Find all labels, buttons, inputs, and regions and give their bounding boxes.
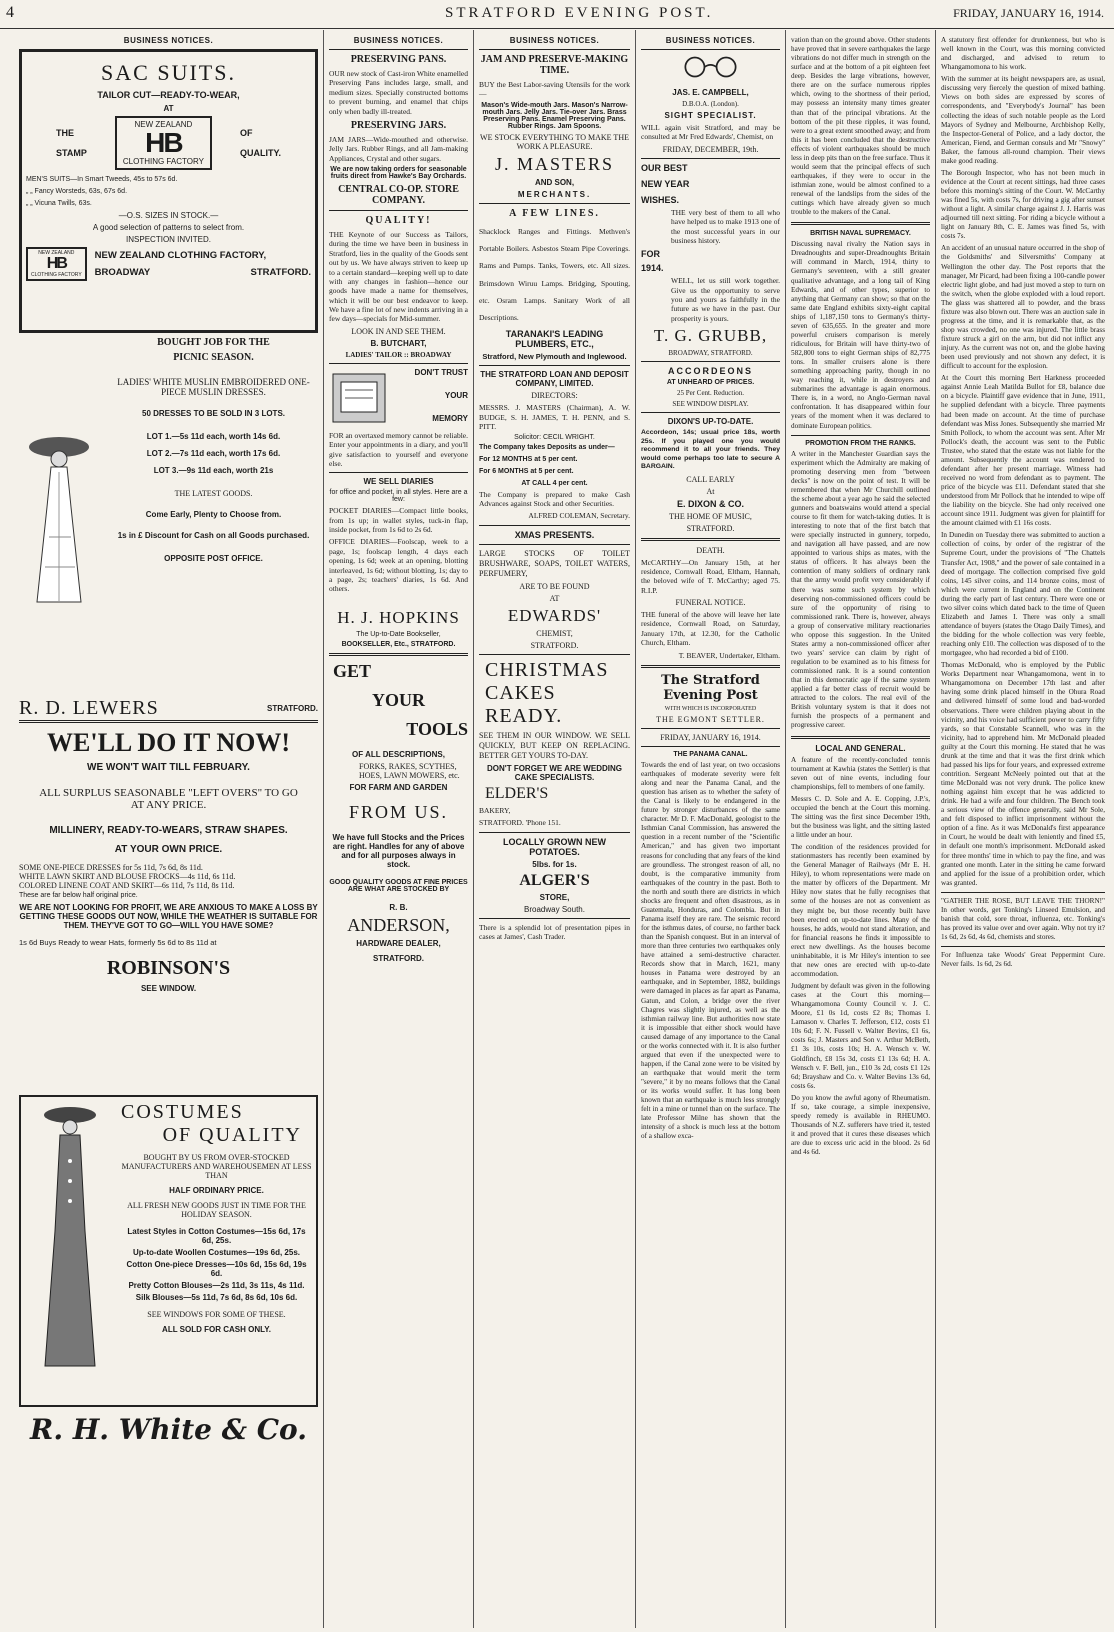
ad-text: SEE WINDOW DISPLAY. (672, 400, 749, 409)
latest-goods: THE LATEST GOODS. (174, 489, 253, 498)
ad-title: SIGHT SPECIALIST. (664, 111, 757, 120)
column-3 (474, 30, 636, 1628)
article-text: A feature of the recently-concluded tennis tournament at Kawhia (states the Settler) is that seven out of nine events, including four championships, fell to members of one family. (791, 755, 930, 791)
millinery: MILLINERY, READY-TO-WEARS, STRAW SHAPES. (49, 825, 288, 836)
ad-text: AT (549, 593, 560, 603)
ad-headline: WE'LL DO IT NOW! (47, 728, 290, 757)
costume-line: Cotton One-piece Dresses—10s 6d, 15s 6d, 19s 6d. (126, 1260, 307, 1278)
ad-title: NEW YEAR (641, 178, 690, 189)
notice-title: FUNERAL NOTICE. (675, 598, 746, 608)
article-text: "GATHER THE ROSE, BUT LEAVE THE THORN!" In other words, get Tonking's Linseed Emulsion, and banish that cold, sore throat, influenza, etc. Tonking's has proved its value over and over again. Why not try it? 1s 6d, 2s 6d, 4s 6d, chemists and stores. (941, 896, 1105, 941)
price-line: „ „ Vicuna Twills, 63s. (26, 199, 92, 207)
ad-text: for office and pocket, in all styles. Here are a few: (329, 489, 468, 504)
ad-tagline: TAILOR CUT—READY-TO-WEAR, (97, 90, 240, 100)
ad-text: LOOK IN AND SEE THEM. (351, 326, 446, 336)
ad-title: GET (333, 660, 372, 681)
any-price: AT ANY PRICE. (130, 799, 207, 811)
ad-text: OF ALL DESCRIPTIONS, (352, 749, 445, 759)
lot-line: LOT 3.—9s 11d each, worth 21s (153, 466, 274, 475)
hb-logo-small (26, 247, 87, 281)
ad-title: FROM US. (348, 801, 449, 822)
ad-text: THE very best of them to all who have helped us to make 1913 one of the most successful years in our business history. (671, 207, 780, 245)
store-loc: STRATFORD. (686, 523, 735, 533)
ad-text: FOR an overtaxed memory cannot be reliable. Enter your appointments in a diary, and you'll give satisfaction to yourself and everyone else. (329, 430, 468, 468)
ad-text: POCKET DIARIES—Compact little books, from 1s up; in wallet styles, tuck-in flap, inside pocket, from 1s 6d to 2s 6d. (329, 506, 468, 534)
article-text: Discussing naval rivalry the Nation says in Dreadnoughts and super-Dreadnoughts Britain will command in March, 1914, thirty to Germany's seventeen, with a still greater qualitative advantage, and a long tail of King Edwards, and of other types, superior to anything that Germany can show; so that on the same date England exhibits sixty-eight capital ships of 1,187,150 tons to Germany's thirty-seven of 635,655. In the greater and more powerful cruisers comparison is merely ridiculous, for Britain will have thirty-two of 582,800 tons to eight German ships of 82,775 tons. In smaller cruisers alone is there something approaching parity, though in no way reaching it, while in destroyers and submarines the advantage is again enormous. There is, in a word, no Anglo-German naval confrontation. It has disappeared within four years of the moment when it was declared to dominate European politics. (791, 240, 930, 430)
ad-text: Solicitor: CECIL WRIGHT. (514, 434, 595, 442)
ad-subhead: WE WON'T WAIT TILL FEBRUARY. (87, 762, 250, 773)
lady-illustration (19, 337, 99, 697)
section-header: BUSINESS NOTICES. (123, 36, 214, 45)
ad-text: OFFICE DIARIES—Foolscap, week to a page, 1s; foolscap length, 4 days each opening, 1s 6d; week at an opening, blotting interleaved, 1s 6d; without blotting, 1s; day to a page, 2s; teachers' diaries, 1s 6d. And others. (329, 537, 468, 594)
ad-title: OUR BEST (641, 162, 688, 173)
store-loc: BOOKSELLER, Etc., STRATFORD. (341, 640, 456, 648)
ad-text: ALFRED COLEMAN, Secretary. (528, 511, 630, 521)
picnic-bought: BOUGHT JOB FOR THE (157, 337, 270, 348)
logo-top-text: NEW ZEALAND (38, 250, 75, 257)
section-header: BUSINESS NOTICES. (509, 36, 600, 45)
store-name: EDWARDS' (507, 605, 602, 625)
ad-text: SEE THEM IN OUR WINDOW. WE SELL QUICKLY, BUT KEEP ON REPLACING. BETTER GET YOURS TO-DAY. (479, 730, 630, 760)
store-tagline: THE HOME OF MUSIC, (669, 511, 752, 521)
column-1 (14, 30, 324, 1628)
price-line: MEN'S SUITS—In Smart Tweeds, 45s to 57s 6d. (26, 176, 178, 183)
store-signature: R. H. White & Co. (30, 1413, 307, 1446)
cash-only: ALL SOLD FOR CASH ONLY. (162, 1325, 271, 1334)
costumes-ad (19, 1095, 318, 1407)
ad-text: We are now taking orders for seasonable fruits direct from Hawke's Bay Orchards. (330, 166, 467, 180)
paper-title: The Stratford Evening Post (661, 672, 760, 703)
costume-line: Pretty Cotton Blouses—2s 11d, 3s 11s, 4s 11d. (128, 1281, 305, 1290)
ad-text: JAM JARS—Wide-mouthed and otherwise. Jelly Jars. Rubber Rings, and all Jam-making Appliances, Crystal and other sugars. (329, 134, 468, 163)
factory-name: NEW ZEALAND CLOTHING FACTORY, (94, 250, 267, 262)
store-tagline: The Up-to-Date Bookseller, (356, 630, 441, 638)
store-loc: STRATFORD. 'Phone 151. (479, 818, 561, 828)
ad-title: QUALITY! (365, 215, 432, 226)
ad-text: AT UNHEARD OF PRICES. (666, 379, 755, 387)
os-sizes: —O.S. SIZES IN STOCK.— (118, 211, 219, 221)
ad-text: FOR FARM AND GARDEN (349, 782, 448, 792)
costumes-subtitle: OF QUALITY (162, 1124, 302, 1146)
store-loc: Stratford, New Plymouth and Inglewood. (482, 352, 627, 362)
ad-text: Accordeon, 14s; usual price 18s, worth 25s. If you played one you would recommend it to all your friends. They would come perhaps too late to secure A BARGAIN. (641, 429, 780, 471)
ad-title: MEMORY (432, 413, 468, 423)
lot-line: LOT 2.—7s 11d each, worth 17s 6d. (146, 449, 281, 458)
section-header: BUSINESS NOTICES. (353, 36, 444, 45)
ad-text: The Company is prepared to make Cash Advances against Stock and other Securities. (479, 489, 630, 508)
surplus-text: ALL SURPLUS SEASONABLE "LEFT OVERS" TO GO (39, 787, 298, 799)
paper-date: FRIDAY, JANUARY 16, 1914. (660, 732, 761, 742)
notice-title: DEATH. (696, 545, 725, 555)
ad-text: DON'T FORGET WE ARE WEDDING CAKE SPECIALISTS. (487, 763, 622, 782)
picnic-ladies: LADIES' WHITE MUSLIN EMBROIDERED ONE-PIECE MUSLIN DRESSES. (117, 377, 310, 397)
article-text: Messrs C. D. Sole and A. E. Copping, J.P.'s, occupied the bench at the Court this morning. The sitting was the first since December 19th, but the business was light, and the sitting lasted a little under an hour. (791, 794, 930, 839)
article-text: Thomas McDonald, who is employed by the Public Works Department near Whangamomona, went in to Whangamomona on December 17th last and after having some drink placed himself in the Ohura Road and delivered himself of some loud and bad-worded observations. There were children playing about in the vicinity, and his voice had sufficient power to carry fifty yards, so that Constable Scannell, who was in the vicinity, had to apprehend him. Mr McDonald pleaded guilty at the Court this morning. He stated that he was drunk at the time and that it was the first drink which had passed his lips for four years, and expressed extreme contrition. Sergeant McNeely pointed out that at the time McDonald was not very drunk. The police knew nothing against him except that he was addicted to drink. He had a wife and four children. The Bench took a serious view of the offence generally, said Mr Sole, and felt disposed to inflict imprisonment without the option of a fine. As it was McDonald's first appearance in Court, he would be dealt with leniently and fined £5, in default one month's imprisonment. McDonald asked for three months' time in which to pay the fine, and was granted one month. Later in the sitting he came forward and applied for the issue of a prohibition order, which was granted. (941, 661, 1105, 887)
costume-line: Latest Styles in Cotton Costumes—15s 6d, 17s 6d, 25s. (127, 1227, 306, 1245)
own-price: AT YOUR OWN PRICE. (114, 844, 223, 855)
logo-bottom-text: CLOTHING FACTORY (31, 272, 82, 279)
column-6 (936, 30, 1110, 1628)
costume-illustration (25, 1101, 115, 1371)
ad-title: WE SELL DIARIES (363, 477, 434, 487)
store-name: CENTRAL CO-OP. STORE COMPANY. (338, 184, 459, 206)
store-tagline: HARDWARE DEALER, (356, 938, 441, 948)
ad-title: XMAS PRESENTS. (514, 529, 595, 540)
issue-date: FRIDAY, JANUARY 16, 1914. (953, 6, 1104, 20)
article-text: vation than on the ground above. Other students have proved that in severe earthquakes the large vibrations do not differ much in strength on the surface and at the bottom of a pit eighteen feet deep. Besides the large vibrations, however, there are on the surface numerous ripples which, owing to the shortness of their period, may possess an intensity many times greater than that of the principal vibrations. At the bottom of the pit these ripples, it was found, were to a great extent smoothed away; and from this it has been concluded that the destructive effects of violent earthquakes should be much less in deep pits than on the free surface. Thus it would seem that the principal effects of such earthquakes, if they were to occur in the isthmian zone, would be almost confined to a renewal of the landslips from the sides of the cuttings which have already given so much trouble to the makers of the Canal. (791, 36, 930, 217)
store-tagline: CHEMIST, (536, 628, 573, 638)
ad-text: THE Keynote of our Success as Tailors, during the time we have been in business in Stratford, lies in the quality of the Goods sent out by us. We have always striven to keep up to a certain standard—keeping well up to date with any changes in fashion—hence our goods have made a name for themselves, which it will be our best endeavor to keep. We have a fine lot of new indents arriving in a few days—specials for Mid-summer. (329, 230, 468, 324)
lot-line: LOT 1.—5s 11d each, worth 14s 6d. (146, 432, 281, 441)
article-title: PROMOTION FROM THE RANKS. (805, 439, 916, 447)
column-5 (786, 30, 936, 1628)
store-name: T. G. GRUBB, (653, 326, 768, 346)
costume-line: Up-to-date Woollen Costumes—19s 6d, 25s. (133, 1248, 300, 1257)
ad-title: THE STRATFORD LOAN AND DEPOSIT COMPANY, LIMITED. (480, 370, 629, 389)
store-name: ROBINSON'S (106, 957, 231, 979)
ad-title: DON'T TRUST (414, 367, 468, 377)
store-tagline: MERCHANTS. (517, 189, 592, 199)
inspection-text: INSPECTION INVITED. (126, 235, 211, 245)
store-name: R. D. LEWERS (19, 697, 159, 719)
hats-text: 1s 6d Buys Ready to wear Hats, formerly 5s 6d to 8s 11d at (19, 938, 217, 947)
ad-text: MESSRS. J. MASTERS (Chairman), A. W. BUDGE, S. H. JAMES, T. H. PENN, and S. PITT. (479, 403, 630, 431)
ad-text: 5lbs. for 1s. (532, 859, 577, 869)
ad-text: At (706, 486, 715, 496)
article-text: The Borough Inspector, who has not been much in evidence at the Court at recent sittings, had three cases before this morning's sitting of the Court. W. McCarthy was fined 5s, with costs 7s, for driving a gig after sunset without a light. A similar charge against J. J. Harris was adjourned till next sitting. For riding a bicycle without a light on January 8th, C. E. James was fined 5s, with costs 7s. (941, 168, 1105, 241)
ad-text: There is a splendid lot of presentation pipes in cases at James', Cash Trader. (479, 922, 630, 941)
price-line: „ „ Fancy Worsteds, 63s, 67s 6d. (26, 187, 128, 195)
factory-street: BROADWAY (94, 267, 151, 279)
picnic-season: PICNIC SEASON. (173, 352, 254, 363)
store-loc: Broadway South. (524, 904, 585, 914)
factory-town: STRATFORD. (250, 267, 311, 279)
ad-text: LARGE STOCKS OF TOILET BRUSHWARE, SOAPS, TOILET WATERS, PERFUMERY, (479, 548, 630, 578)
ad-text: DIRECTORS: (531, 391, 578, 401)
ad-title: TOOLS (406, 718, 468, 739)
article-text: For Influenza take Woods' Great Peppermint Cure. Never fails. 1s 6d, 2s 6d. (941, 951, 1105, 969)
logo-top-text: NEW ZEALAND (134, 120, 193, 129)
see-windows: SEE WINDOWS FOR SOME OF THESE. (147, 1310, 286, 1319)
store-name: ANDERSON, (347, 914, 450, 935)
store-name: ELDER'S (485, 784, 549, 802)
ad-text: 25 Per Cent. Reduction. (676, 389, 745, 398)
ad-text: For 6 MONTHS at 5 per cent. (479, 467, 574, 475)
dress-line: COLORED LINENE COAT AND SKIRT—6s 11d, 7s 11d, 8s 11d. (19, 881, 235, 890)
store-initials: R. B. (389, 902, 408, 912)
store-tagline: AND SON, (534, 177, 575, 187)
store-loc: BROADWAY, STRATFORD. (668, 349, 753, 358)
page-number: 4 (6, 4, 14, 21)
ad-text: FRIDAY, DECEMBER, 19th. (662, 144, 759, 154)
half-price: These are far below half original price. (19, 892, 138, 899)
article-text: Towards the end of last year, on two occasions earthquakes of moderate severity were felt along and near the Panama Canal, and the question has arisen as to whether the safety of the Canal is likely to be endangered in the future by stronger disturbances of the same character. Mr D. F. MacDonald, geologist to the Isthmian Canal Commission, has answered the question in a recent number of the "Scientific American," and has given two important reasons for concluding that any fears of the kind are groundless. The strongest reason of all, no doubt, is the comparative immunity from earthquakes of the country in the past. Both to the north and south there are districts in which shocks are frequent and often disastrous, as in Guatemala, Honduras, and Colombia. But in Panama itself they are rare. The seismic record for the isthmus dates, of course, no farther back than the Spanish conquest. But in an interval of more than three centuries two earthquakes only have attained a semi-destructive character. Records show that in March, 1621, many houses in Panama were destroyed by an earthquake, and in September, 1882, buildings were damaged in places as far apart as Panama, Gatun, and Colon, a bridge over the river Chagres was slightly injured, as well as the isthmian railway line. But authorities now state it is impossible that either shock would have caused damage of any importance to the Canal or the works connected with it. It is also further argued that even if the unexpected were to happen, if the Canal zone were to be visited by an earthquake that would merit the term "severe," it by no means follows that the Canal or its works would suffer. It has long been known that an earthquake is much less strongly felt in a mine or tunnel than on the surface. The late Professor Milne has shown that the intensity of a shock is much less at the bottom of a shallow exca- (641, 760, 780, 1141)
profit-text: WE ARE NOT LOOKING FOR PROFIT, WE ARE ANXIOUS TO MAKE A LOSS BY GETTING THESE GOODS OUT NOW, WHILE THE WEATHER IS SUITABLE FOR THEM. THEY'VE GOT TO GO—WILL YOU HAVE SOME? (19, 903, 318, 930)
ad-text: WE STOCK EVERYTHING TO MAKE THE WORK A PLEASURE. (480, 132, 629, 151)
notice-text: McCARTHY—On January 15th, at her residence, Cornwall Road, Eltham, Hannah, the beloved wife of T. McCarthy; aged 75. R.I.P. (641, 557, 780, 595)
ad-title: WISHES. (641, 194, 680, 205)
selection-text: A good selection of patterns to select from. (92, 223, 245, 233)
ad-title: SAC SUITS. (101, 60, 236, 85)
fresh-goods: ALL FRESH NEW GOODS JUST IN TIME FOR THE HOLIDAY SEASON. (127, 1201, 306, 1219)
ad-title: DIXON'S UP-TO-DATE. (667, 417, 754, 427)
column-4 (636, 30, 786, 1628)
ad-text: WELL, let us still work together. Give us the opportunity to serve you and yours as faithfully in the future as we have in the past. Our prosperity is yours. (671, 276, 780, 323)
opposite: OPPOSITE POST OFFICE. (164, 554, 263, 563)
store-tagline: STORE, (539, 892, 570, 902)
hb-logo (115, 116, 212, 170)
article-title: LOCAL AND GENERAL. (815, 743, 906, 753)
article-text: With the summer at its height newspapers are, as usual, discussing very fiercely the question of mixed bathing. Views on both sides are expressed by scores of correspondents, and "Everybody's Journal" has been collecting the ideas of such notable people as the Lord Mayors of Sydney and Melbourne, Archbishop Kelly, the Inspector-General of Police, and a lady doctor, the American, Fiend, and German consuls and Mr "Snowy" Baker, the famous all-round champion. Their views make good reading. (941, 75, 1105, 165)
robinsons-ad (19, 728, 318, 1092)
half-price: HALF ORDINARY PRICE. (169, 1186, 264, 1195)
store-town: STRATFORD. (267, 704, 318, 713)
article-title: THE PANAMA CANAL. (673, 750, 748, 758)
notice-text: THE funeral of the above will leave her late residence, Cornwall Road, on Saturday, January 17th, at 12.30, for the Catholic Church, Eltham. (641, 610, 780, 648)
article-title: BRITISH NAVAL SUPREMACY. (810, 230, 911, 238)
article-text: At the Court this morning Bert Harkness proceeded against Annie Leah Matilda Bullot for £8, balance due on a bicycle. Plaintiff gave evidence that in June, 1911, he supplied defendant with a bicycle. Three payments had been made on account. At the time of purchase defendant was Miss Jones. Subsequently she married Mr Smith Pollock, to whom the account was sent. After Mr Pollock's death, the account was sent to the Public Trustee, who stated that the estate was not liable for the amount. Subsequently the account was rendered to defendant after her present marriage. Witness had received no word from defendant as to payment. The price of the bicycle was £11. Defendant stated that she understood from Mr Pollock that he intended to wipe off the liability on the bicycle. She had only received one account since 1911. Judgment was given for plaintiff for the amount claimed with £1 16s costs. (941, 374, 1105, 528)
ad-title: READY. (485, 704, 563, 727)
sac-suits-ad (19, 49, 318, 333)
store-name: E. DIXON & CO. (676, 498, 744, 509)
store-loc: LADIES' TAILOR :: BROADWAY (345, 350, 452, 359)
logo-letters: HB (145, 127, 182, 158)
ad-text: The Company takes Deposits as under— (479, 444, 615, 452)
article-text: In Dunedin on Tuesday there was submitted to auction a collection of coins, by order of the registrar of the Supreme Court, under the provisions of "The Chattels Transfer Act, 1908," and the power of sale contained in a deed of mortgage. The collection comprised five gold coins, 145 silver coins, and 114 bronze coins, most of which were current in England and on the Continent during the early part of last century. There were one or two silver coins which dated back to the time of Queen Elizabeth and James I. There was only a small attendance of buyers (states the Otago Daily Times), and the bidding for the whole collection was very feeble, reaching only £10. The collection was disposed of to the mortgagee, who had recorded a bid of £100. (941, 531, 1105, 658)
ad-text: OUR new stock of Cast-iron White enamelled Preserving Pans includes large, small, and medium sizes. Specially constructed bottoms to prevent burning, and enamel that chips only when badly ill-treated. (329, 69, 468, 116)
store-loc: STRATFORD. (373, 953, 424, 963)
ad-title: JAM AND PRESERVE-MAKING TIME. (480, 54, 629, 76)
ad-title: LOCALLY GROWN NEW POTATOES. (503, 836, 606, 857)
ad-title: CAKES (485, 681, 556, 704)
store-name: J. MASTERS (494, 153, 615, 174)
bought-text: BOUGHT BY US FROM OVER-STOCKED MANUFACTURERS AND WAREHOUSEMEN AT LESS THAN (121, 1153, 312, 1180)
store-loc: STRATFORD. (530, 640, 579, 650)
store-tagline: BAKERY, (479, 805, 511, 815)
ad-title: FOR (641, 249, 660, 260)
store-tagline: D.B.O.A. (London). (682, 100, 739, 108)
ad-text: WILL again visit Stratford, and may be consulted at Mr Fred Edwards', Chemist, on (641, 123, 780, 142)
ad-text: BUY the Best Labor-saving Utensils for the work— (479, 80, 630, 99)
article-text: An accident of an unusual nature occurred in the shop of the Goldsmiths' and Silversmiths' Company at Wellington the other day. The Post reports that the manager, Mr Picard, had been fixing a 100-candle power electric light globe, and had just moved a step to turn on the switch, when the globe exploded with a loud report. The glass was shattered all to powder, and the brass fixture was also blown out. There was an auction sale in progress at the time, and it is remarkable that, as the shop was crowded, no one was injured. The little brass fixture struck a girl on the arm, but did not inflict any injury. As the current was not on, and the globe having been used previously and not shown any defect, it is difficult to account for the explosion. (941, 244, 1105, 371)
paper-subtitle: THE EGMONT SETTLER. (656, 714, 765, 724)
ad-quality: QUALITY. (239, 148, 281, 158)
ad-title: YOUR (444, 390, 468, 400)
picnic-ad (19, 337, 318, 719)
article-text: The condition of the residences provided for stationmasters has recently been examined by the General Manager of Railways (Mr E. H. Hiley), to whom representations were made on the matter by officers of the Department. Mr Hiley now states that he fully recognises that some of the houses are not as convenient as they might be, but those recently built have been erected on up-to-date lines. Many of the houses, he adds, would not stand alteration, and for financial reasons he finds it impossible to erect new dwellings. As the houses become uninhabitable, it is Mr Hiley's intention to see that new ones are erected with up-to-date accommodation. (791, 843, 930, 978)
ad-title: 1914. (641, 263, 664, 274)
ad-title: PRESERVING JARS. (350, 119, 447, 131)
ad-stamp: STAMP (56, 148, 87, 158)
logo-bottom-text: CLOTHING FACTORY (122, 157, 204, 166)
section-header: BUSINESS NOTICES. (665, 36, 756, 45)
ad-of: OF (239, 128, 253, 138)
newspaper-title: STRATFORD EVENING POST. (445, 5, 714, 21)
store-name: JAS. E. CAMPBELL, (672, 88, 749, 97)
ad-at: AT (163, 104, 174, 113)
ad-text: Mason's Wide-mouth Jars. Mason's Narrow-mouth Jars. Jelly Jars. Tie-over Jars. Brass Preserving Pans. Enamel Preserving Pans. Rubber Rings. Jam Spoons. (481, 101, 628, 130)
dress-line: SOME ONE-PIECE DRESSES for 5s 11d, 7s 6d, 8s 11d. (19, 863, 203, 872)
notice-text: T. BEAVER, Undertaker, Eltham. (678, 650, 780, 660)
ad-the: THE (56, 128, 74, 138)
spectacles-icon (641, 54, 780, 80)
see-window: SEE WINDOW. (140, 984, 197, 993)
ad-title: CHRISTMAS (485, 658, 609, 681)
costume-line: Silk Blouses—5s 11d, 7s 6d, 8s 6d, 10s 6d. (135, 1293, 298, 1302)
store-name: TARANAKI'S LEADING PLUMBERS, ETC., (505, 329, 604, 350)
ad-text: FORKS, RAKES, SCYTHES, HOES, LAWN MOWERS, etc. (359, 761, 460, 780)
logo-letters: HB (46, 255, 66, 273)
ad-text: Shacklock Ranges and Fittings. Methven's Portable Boilers. Asbestos Steam Pipe Coverings. Rams and Pumps. Tanks, Towers, etc. All sizes. Brimsdown Wiruu Lamps. Bridging, Spouting, etc. Osram Lamps. Sanitary Work of all Descriptions. (479, 226, 630, 322)
store-name: H. J. HOPKINS (337, 607, 460, 627)
ad-title: ACCORDEONS (667, 366, 753, 377)
ad-text: CALL EARLY (686, 474, 735, 484)
article-text: A statutory first offender for drunkenness, but who is well known in the Court, was this morning convicted and discharged, and advised to return to Whangamomona to his work. (941, 36, 1105, 72)
store-name: B. BUTCHART, (370, 338, 427, 348)
ad-text: We have full Stocks and the Prices are right. Handles for any of above and for all purposes always in stock. (332, 832, 465, 869)
costumes-title: COSTUMES (121, 1101, 244, 1123)
ad-text: GOOD QUALITY GOODS AT FINE PRICES ARE WHAT ARE STOCKED BY (329, 878, 468, 893)
ad-title: YOUR (372, 689, 425, 710)
article-text: Do you know the awful agony of Rheumatism. If so, take courage, a simple inexpensive, speedy remedy is available in RHEUMO. Thousands of N.Z. sufferers have tried it, tested it and proved that it cures these diseases which are due to excess uric acid in the blood. 2s 6d and 4s 6d. (791, 1093, 930, 1157)
ad-text: ARE TO BE FOUND (519, 581, 590, 591)
store-name: ALGER'S (519, 871, 590, 889)
ad-text: For 12 MONTHS at 5 per cent. (479, 456, 578, 464)
article-text: Judgment by default was given in the following cases at the Court this morning—Whangamomona County Council v. J. C. Moore, £1 0s 1d, costs £2 8s; Thomas I. Lamason v. Charles T. Jefferson, £12, costs £1 10s 6d; F. N. Fussell v. Walter Bevins, £1 6s, costs 6s; J. Masters and Son v. Arthur McBeth, £1 3s 10s, costs 10s; H. A. Wensch v. W. Goldfinch, £8 15s 3d, costs £1 13s 6d; H. A. Wensch v. F. Bell, jun., £10 3s 2d, costs £1 12s 6d; Brayshaw and Co. v. Walter Bevins 13s 6d, costs 6s. (791, 982, 930, 1090)
article-text: A writer in the Manchester Guardian says the experiment which the Admiralty are making of promoting deserving men from "between decks" is now on the point of test. It will be remembered that when Mr Churchill outlined the scheme about a year ago he said the selected gunners and boatswains would attend a special course to fit them for watch-taking duties. It is interesting to note that of the first batch that were specially instructed in gunnery, torpedo, and navigation all have passed, and are now appointed to various ships as mates, with the status of officers. It has always been the contention of many soldiers of ordinary rank that the army would profit very considerably if there was some such system by which deserving non-commissioned officers could be sure of the opportunity of rising to commissioned rank. There is, however, always a group of conservative military reactionaries who oppose this suggestion. In the United States army a non-commissioned officer after two years' service can claim by right of regulation to be examined as to his fitness for commissioned rank. It is a sound contention that in this democratic age if the same system applied a far better class of recruit would be attracted to the colors. The real evil of the British voluntary system is that it does not furnish the prospects of a permanent and progressive career. (791, 449, 930, 730)
ad-title: A FEW LINES. (509, 207, 600, 219)
paper-subtitle: WITH WHICH IS INCORPORATED (664, 705, 757, 712)
discount: 1s in £ Discount for Cash on all Goods purchased. (117, 531, 310, 540)
ad-text: AT CALL 4 per cent. (521, 479, 588, 487)
column-2 (324, 30, 474, 1628)
picnic-fifty: 50 DRESSES TO BE SOLD IN 3 LOTS. (142, 409, 285, 418)
ad-title: PRESERVING PANS. (350, 54, 447, 65)
masthead (0, 0, 1114, 29)
diary-illustration (329, 368, 389, 428)
dress-line: WHITE LAWN SKIRT AND BLOUSE FROCKS—4s 11d, 6s 11d. (19, 872, 236, 881)
come-early: Come Early, Plenty to Choose from. (145, 510, 282, 519)
